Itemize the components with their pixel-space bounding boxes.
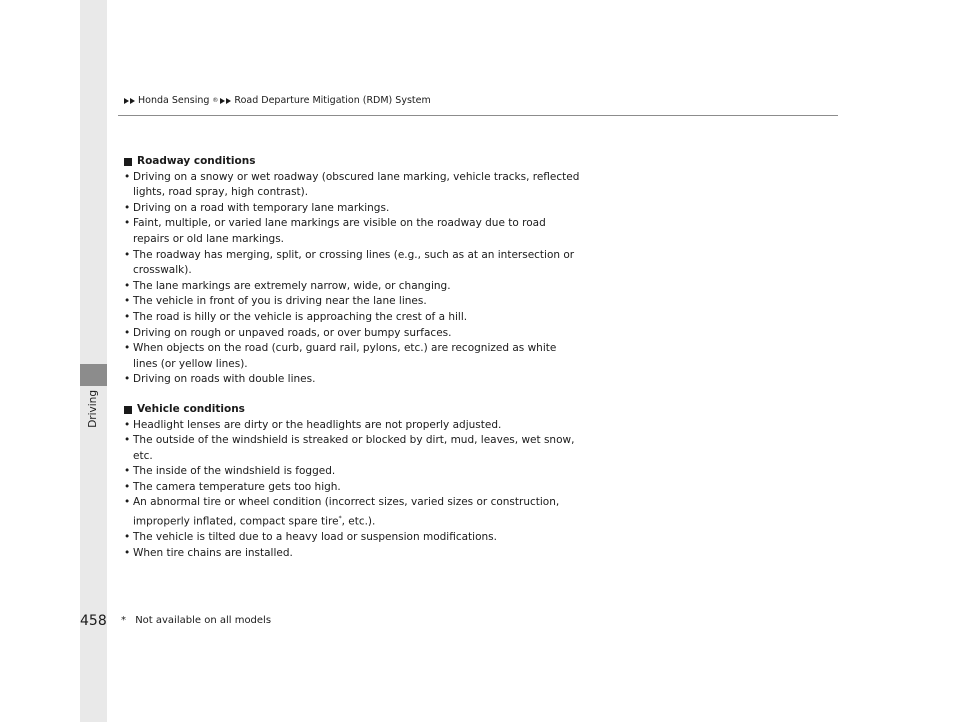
square-bullet-icon [124,406,132,414]
list-item: • Driving on a road with temporary lane markings. [124,201,584,217]
list-item: • The road is hilly or the vehicle is approaching the crest of a hill. [124,310,584,326]
section-spacer [124,388,584,402]
bullet-list [124,170,584,388]
bullet-list [124,418,584,562]
header-divider [118,115,838,116]
list-item: • Driving on roads with double lines. [124,372,584,388]
list-item: • The roadway has merging, split, or crossing lines (e.g., such as at an intersection or crosswalk). [124,248,584,279]
breadcrumb-arrow-icon [124,98,129,104]
breadcrumb-arrow-icon [220,98,225,104]
breadcrumb [124,95,434,106]
footnote [121,615,271,626]
page-number: 458 [80,613,107,629]
list-item: • When tire chains are installed. [124,546,584,562]
section-heading [124,154,584,170]
list-item [124,495,584,530]
main-content [124,154,584,561]
breadcrumb-level1[interactable]: Honda Sensing [138,95,210,106]
list-item: • Faint, multiple, or varied lane markings are visible on the roadway due to road repairs or old lane markings. [124,216,584,247]
list-item: • The vehicle in front of you is driving near the lane lines. [124,294,584,310]
list-item: • Driving on rough or unpaved roads, or over bumpy surfaces. [124,326,584,342]
square-bullet-icon [124,158,132,166]
section-heading-text: Vehicle conditions [137,402,245,415]
list-item: • When objects on the road (curb, guard rail, pylons, etc.) are recognized as white lines (or yellow lines). [124,341,584,372]
footnote-text: Not available on all models [135,615,272,626]
list-item: • The vehicle is tilted due to a heavy load or suspension modifications. [124,530,584,546]
section-vehicle-conditions [124,402,584,561]
sidebar-section-tab [80,364,107,386]
list-item-tail: , etc.). [341,515,376,528]
sidebar-section-text: Driving [87,390,99,428]
list-item: • The inside of the windshield is fogged. [124,464,584,480]
sidebar-section-label [81,390,105,440]
list-item: • The lane markings are extremely narrow, wide, or changing. [124,279,584,295]
section-heading [124,402,584,418]
breadcrumb-level2[interactable]: Road Departure Mitigation (RDM) System [234,95,431,106]
footnote-ref-mark: * [338,515,342,523]
list-item: • The outside of the windshield is streaked or blocked by dirt, mud, leaves, wet snow, etc. [124,433,584,464]
list-item: • The camera temperature gets too high. [124,480,584,496]
list-item: • Driving on a snowy or wet roadway (obscured lane marking, vehicle tracks, reflected lights, road spray, high contrast). [124,170,584,201]
registered-mark: ® [212,97,219,104]
section-heading-text: Roadway conditions [137,155,256,167]
list-item: • Headlight lenses are dirty or the headlights are not properly adjusted. [124,418,584,434]
breadcrumb-arrow-icon [226,98,231,104]
section-roadway-conditions [124,154,584,388]
footnote-mark: * [121,615,126,626]
breadcrumb-arrow-icon [130,98,135,104]
list-item-text: An abnormal tire or wheel condition (incorrect sizes, varied sizes or construction, improperly inflated, compact spare tire [133,496,560,528]
